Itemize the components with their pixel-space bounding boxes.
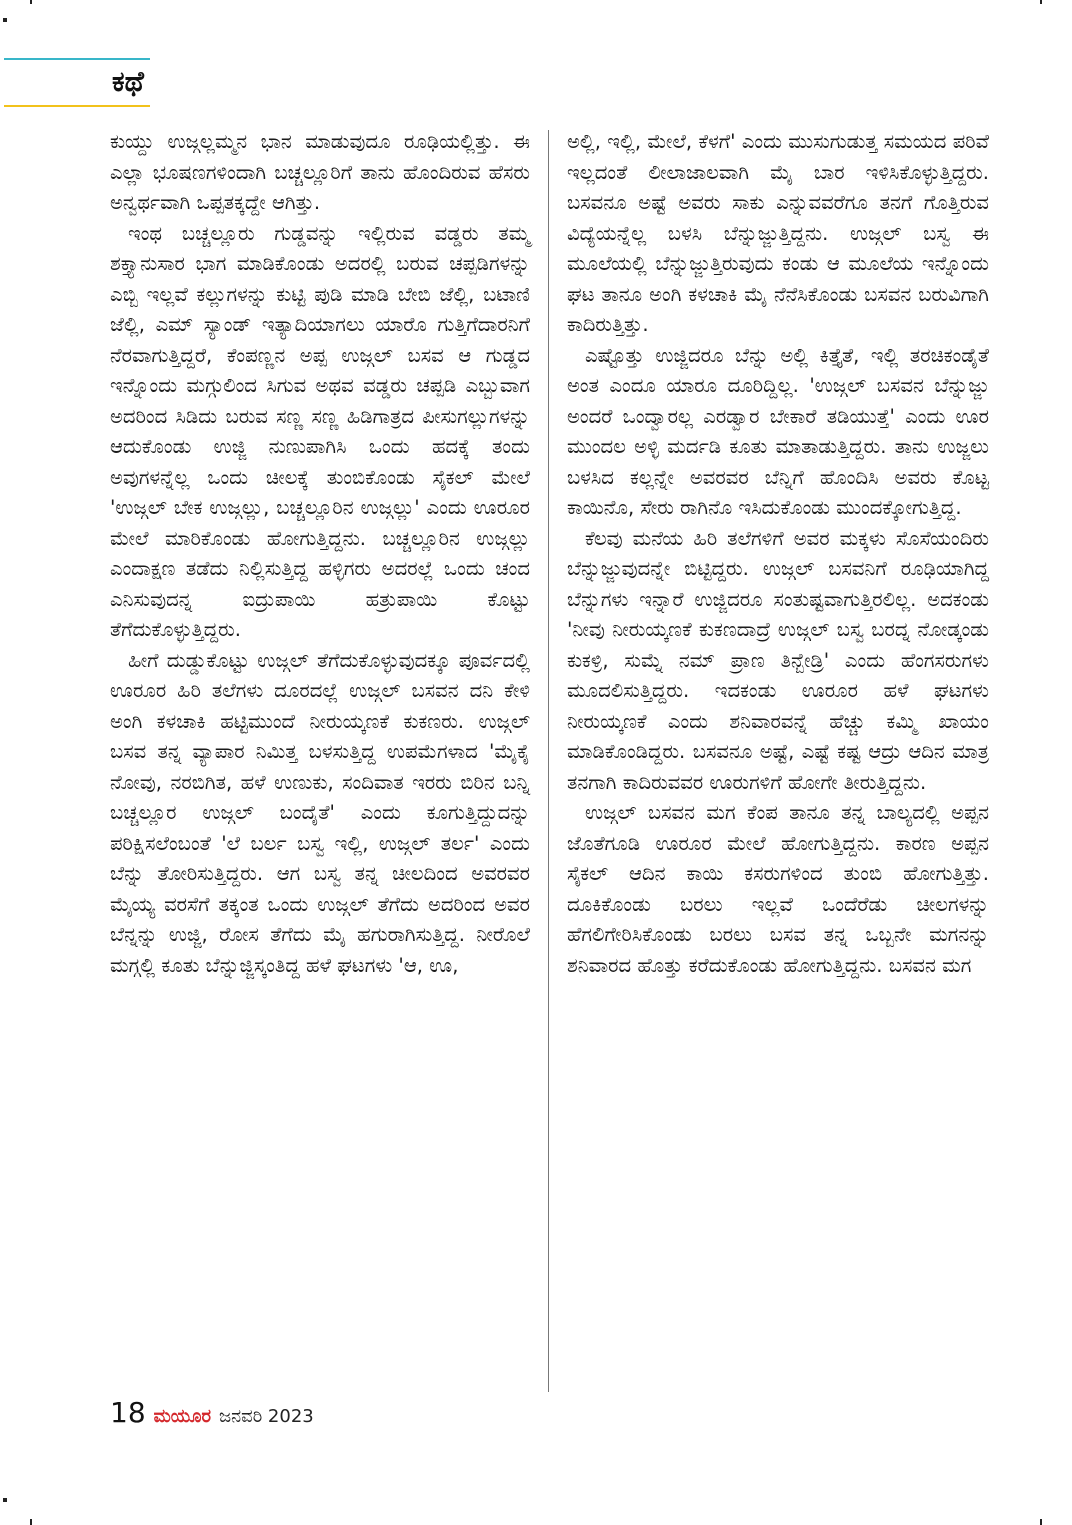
crop-mark bbox=[3, 1498, 7, 1502]
paragraph: ಉಜ್ಗಲ್ ಬಸವನ ಮಗ ಕೆಂಪ ತಾನೂ ತನ್ನ ಬಾಲ್ಯದಲ್ಲಿ ಅಪ್ಪನ ಜೊತೆಗೂಡಿ ಊರೂರ ಮೇಲೆ ಹೋಗುತ್ತಿದ್ದನು. ಕಾರಣ ಅಪ್ಪನ ಸೈಕಲ್ ಆದಿನ ಕಾಯಿ ಕಸರುಗಳಿಂದ ತುಂಬಿ ಹೋಗುತ್ತಿತ್ತು. ದೂಕಿಕೊಂಡು ಬರಲು ಇಲ್ಲವೆ ಒಂದೆರೆಡು ಚೀಲಗಳನ್ನು ಹೆಗಲಿಗೇರಿಸಿಕೊಂಡು ಬರಲು ಬಸವ ತನ್ನ ಒಬ್ಬನೇ ಮಗನನ್ನು ಶನಿವಾರದ ಹೊತ್ತು ಕರೆದುಕೊಂಡು ಹೋಗುತ್ತಿದ್ದನು. ಬಸವನ ಮಗ bbox=[567, 801, 989, 977]
issue-date: ಜನವರಿ 2023 bbox=[219, 1406, 314, 1427]
crop-mark bbox=[1040, 1519, 1042, 1525]
paragraph: ಕೆಲವು ಮನೆಯ ಹಿರಿ ತಲೆಗಳಿಗೆ ಅವರ ಮಕ್ಕಳು ಸೊಸೆಯಂದಿರು ಬೆನ್ನುಜ್ಜುವುದನ್ನೇ ಬಿಟ್ಟಿದ್ದರು. ಉಜ್ಗಲ್ ಬಸವನಿಗೆ ರೂಢಿಯಾಗಿದ್ದ ಬೆನ್ನುಗಳು ಇನ್ನಾರೆ ಉಜ್ಜಿದರೂ ಸಂತುಷ್ಟವಾಗುತ್ತಿರಲಿಲ್ಲ. ಅದಕಂಡು 'ನೀವು ನೀರುಯ್ಕಣಕೆ ಕುಕಣದಾದ್ರೆ ಉಜ್ಗಲ್ ಬಸ್ವ ಬರದ್ನ ನೋಡ್ಕಂಡು ಕುಕಳ್ರಿ, ಸುಮ್ನೆ ನಮ್ ಪ್ರಾಣ ತಿನ್ಬೇಡ್ರಿ' ಎಂದು ಹೆಂಗಸರುಗಳು ಮೂದಲಿಸುತ್ತಿದ್ದರು. ಇದಕಂಡು ಊರೂರ ಹಳೆ ಘಟಗಳು ನೀರುಯ್ಕಣಕೆ ಎಂದು ಶನಿವಾರವನ್ನೆ ಹೆಚ್ಚು ಕಮ್ಮಿ ಖಾಯಂ ಮಾಡಿಕೊಂಡಿದ್ದರು. ಬಸವನೂ ಅಷ್ಟೆ, ಎಷ್ಟೆ ಕಷ್ಟ ಆದ್ರು ಆದಿನ ಮಾತ್ರ ತನಗಾಗಿ ಕಾದಿರುವವರ ಊರುಗಳಿಗೆ ಹೋಗೇ ತೀರುತ್ತಿದ್ದನು. bbox=[567, 526, 989, 794]
paragraph: ಕುಯ್ದು ಉಜ್ಗಲ್ಲಮ್ಮನ ಭಾನ ಮಾಡುವುದೂ ರೂಢಿಯಲ್ಲಿತ್ತು. ಈ ಎಲ್ಲಾ ಭೂಷಣಗಳಿಂದಾಗಿ ಬಚ್ಚಲ್ಲೂರಿಗೆ ತಾನು ಹೊಂದಿರುವ ಹೆಸರು ಅನ್ವರ್ಥವಾಗಿ ಒಪ್ಪತಕ್ಕದ್ದೇ ಆಗಿತ್ತು. bbox=[110, 130, 530, 214]
crop-mark bbox=[3, 18, 7, 22]
paragraph: ಅಲ್ಲಿ, ಇಲ್ಲಿ, ಮೇಲೆ, ಕೆಳಗೆ' ಎಂದು ಮುಸುಗುಡುತ್ತ ಸಮಯದ ಪರಿವೆ ಇಲ್ಲದಂತೆ ಲೀಲಾಜಾಲವಾಗಿ ಮೈ ಬಾರ ಇಳಿಸಿಕೊಳ್ಳುತ್ತಿದ್ದರು. ಬಸವನೂ ಅಷ್ಟೆ ಅವರು ಸಾಕು ಎನ್ನುವವರೆಗೂ ತನಗೆ ಗೊತ್ತಿರುವ ವಿದ್ಯೆಯನ್ನೆಲ್ಲ ಬಳಸಿ ಬೆನ್ನುಜ್ಜುತ್ತಿದ್ದನು. ಉಜ್ಗಲ್ ಬಸ್ವ ಈ ಮೂಲೆಯಲ್ಲಿ ಬೆನ್ನುಜ್ಜುತ್ತಿರುವುದು ಕಂಡು ಆ ಮೂಲೆಯ ಇನ್ನೊಂದು ಘಟ ತಾನೂ ಅಂಗಿ ಕಳಚಾಕಿ ಮೈ ನೆನೆಸಿಕೊಂಡು ಬಸವನ ಬರುವಿಗಾಗಿ ಕಾದಿರುತ್ತಿತ್ತು. bbox=[567, 130, 989, 336]
right-column bbox=[567, 127, 989, 981]
footer bbox=[110, 1396, 314, 1428]
paragraph: ಇಂಥ ಬಚ್ಚಲ್ಲೂರು ಗುಡ್ಡವನ್ನು ಇಲ್ಲಿರುವ ವಡ್ಡರು ತಮ್ಮ ಶಕ್ತ್ಯಾನುಸಾರ ಭಾಗ ಮಾಡಿಕೊಂಡು ಅದರಲ್ಲಿ ಬರುವ ಚಪ್ಪಡಿಗಳನ್ನು ಎಬ್ಬಿ ಇಲ್ಲವೆ ಕಲ್ಲುಗಳನ್ನು ಕುಟ್ಟಿ ಪುಡಿ ಮಾಡಿ ಬೇಬಿ ಜೆಲ್ಲಿ, ಬಟಾಣಿ ಜೆಲ್ಲಿ, ಎಮ್ ಸ್ಯಾಂಡ್ ಇತ್ಯಾದಿಯಾಗಲು ಯಾರೊ ಗುತ್ತಿಗೆದಾರನಿಗೆ ನೆರವಾಗುತ್ತಿದ್ದರೆ, ಕೆಂಪಣ್ಣನ ಅಪ್ಪ ಉಜ್ಗಲ್ ಬಸವ ಆ ಗುಡ್ಡದ ಇನ್ನೊಂದು ಮಗ್ಗುಲಿಂದ ಸಿಗುವ ಅಥವ ವಡ್ಡರು ಚಪ್ಪಡಿ ಎಬ್ಬುವಾಗ ಅದರಿಂದ ಸಿಡಿದು ಬರುವ ಸಣ್ಣ ಸಣ್ಣ ಹಿಡಿಗಾತ್ರದ ಪೀಸುಗಲ್ಲುಗಳನ್ನು ಆದುಕೊಂಡು ಉಜ್ಜಿ ನುಣುಪಾಗಿಸಿ ಒಂದು ಹದಕ್ಕೆ ತಂದು ಅವುಗಳನ್ನೆಲ್ಲ ಒಂದು ಚೀಲಕ್ಕೆ ತುಂಬಿಕೊಂಡು ಸೈಕಲ್ ಮೇಲೆ 'ಉಜ್ಗಲ್ ಬೇಕ ಉಜ್ಗಲ್ಲು, ಬಚ್ಚಲ್ಲೂರಿನ ಉಜ್ಗಲ್ಲು' ಎಂದು ಊರೂರ ಮೇಲೆ ಮಾರಿಕೊಂಡು ಹೋಗುತ್ತಿದ್ದನು. ಬಚ್ಚಲ್ಲೂರಿನ ಉಜ್ಗಲ್ಲು ಎಂದಾಕ್ಷಣ ತಡೆದು ನಿಲ್ಲಿಸುತ್ತಿದ್ದ ಹಳ್ಳಿಗರು ಅದರಲ್ಲೆ ಒಂದು ಚಂದ ಎನಿಸುವುದನ್ನ ಐದ್ರುಪಾಯಿ ಹತ್ರುಪಾಯಿ ಕೊಟ್ಟು ತೆಗೆದುಕೊಳ್ಳುತ್ತಿದ್ದರು. bbox=[110, 221, 530, 641]
magazine-logo: ಮಯೂರ bbox=[153, 1406, 212, 1427]
section-title: ಕಥೆ bbox=[112, 65, 144, 98]
paragraph: ಹೀಗೆ ದುಡ್ಡುಕೊಟ್ಟು ಉಜ್ಗಲ್ ತೆಗೆದುಕೊಳ್ಳುವುದಕ್ಕೂ ಪೂರ್ವದಲ್ಲಿ ಊರೂರ ಹಿರಿ ತಲೆಗಳು ದೂರದಲ್ಲೆ ಉಜ್ಗಲ್ ಬಸವನ ದನಿ ಕೇಳಿ ಅಂಗಿ ಕಳಚಾಕಿ ಹಟ್ಟಿಮುಂದೆ ನೀರುಯ್ಕಣಕೆ ಕುಕಣರು. ಉಜ್ಗಲ್ ಬಸವ ತನ್ನ ವ್ಯಾಪಾರ ನಿಮಿತ್ತ ಬಳಸುತ್ತಿದ್ದ ಉಪಮೆಗಳಾದ 'ಮೈಕೈ ನೋವು, ನರಬಿಗಿತ, ಹಳೆ ಉಣುಕು, ಸಂದಿವಾತ ಇರರು ಬಿರಿನ ಬನ್ನಿ ಬಚ್ಚಲ್ಲೂರ ಉಜ್ಗಲ್ ಬಂದೈತೆ' ಎಂದು ಕೂಗುತ್ತಿದ್ದುದನ್ನು ಪರಿಕ್ಷಿಸಲೆಂಬಂತೆ 'ಲೆ ಬರ್ಲ ಬಸ್ವ ಇಲ್ಲಿ, ಉಜ್ಗಲ್ ತರ್ಲ' ಎಂದು ಬೆನ್ನು ತೋರಿಸುತ್ತಿದ್ದರು. ಆಗ ಬಸ್ವ ತನ್ನ ಚೀಲದಿಂದ ಅವರವರ ಮೈಯ್ಯ ವರಸೆಗೆ ತಕ್ಕಂತ ಒಂದು ಉಜ್ಗಲ್ ತೆಗೆದು ಅದರಿಂದ ಅವರ ಬೆನ್ನನ್ನು ಉಜ್ಜಿ, ರೋಸ ತೆಗೆದು ಮೈ ಹಗುರಾಗಿಸುತ್ತಿದ್ದ. ನೀರೊಲೆ ಮಗ್ಗಲ್ಲಿ ಕೂತು ಬೆನ್ನುಜ್ಜಿಸ್ಕಂತಿದ್ದ ಹಳೆ ಘಟಗಳು 'ಆ, ಊ, bbox=[110, 648, 530, 977]
column-divider bbox=[548, 130, 549, 1392]
paragraph: ಎಷ್ಟೊತ್ತು ಉಜ್ಜಿದರೂ ಬೆನ್ನು ಅಲ್ಲಿ ಕಿತ್ತೈತೆ, ಇಲ್ಲಿ ತರಚಿಕಂಡೈತೆ ಅಂತ ಎಂದೂ ಯಾರೂ ದೂರಿದ್ದಿಲ್ಲ. 'ಉಜ್ಗಲ್ ಬಸವನ ಬೆನ್ನುಜ್ಜು ಅಂದರೆ ಒಂದ್ವಾರಲ್ಲ ಎರಡ್ವಾರ ಬೇಕಾರೆ ತಡಿಯುತ್ತೆ' ಎಂದು ಊರ ಮುಂದಲ ಅಳ್ಳಿ ಮರ್ದಡಿ ಕೂತು ಮಾತಾಡುತ್ತಿದ್ದರು. ತಾನು ಉಜ್ಜಲು ಬಳಸಿದ ಕಲ್ಲನ್ನೇ ಅವರವರ ಬೆನ್ನಿಗೆ ಹೊಂದಿಸಿ ಅವರು ಕೊಟ್ಟ ಕಾಯಿನೊ, ಸೇರು ರಾಗಿನೊ ಇಸಿದುಕೊಂಡು ಮುಂದಕ್ಕೋಗುತ್ತಿದ್ದ. bbox=[567, 343, 989, 519]
page-number: 18 bbox=[110, 1396, 146, 1429]
crop-mark bbox=[1040, 0, 1042, 4]
header-rule-yellow bbox=[4, 105, 150, 107]
header-rule-cyan bbox=[4, 58, 150, 60]
crop-mark bbox=[30, 1519, 32, 1525]
left-column bbox=[110, 127, 530, 981]
crop-mark bbox=[30, 0, 32, 4]
